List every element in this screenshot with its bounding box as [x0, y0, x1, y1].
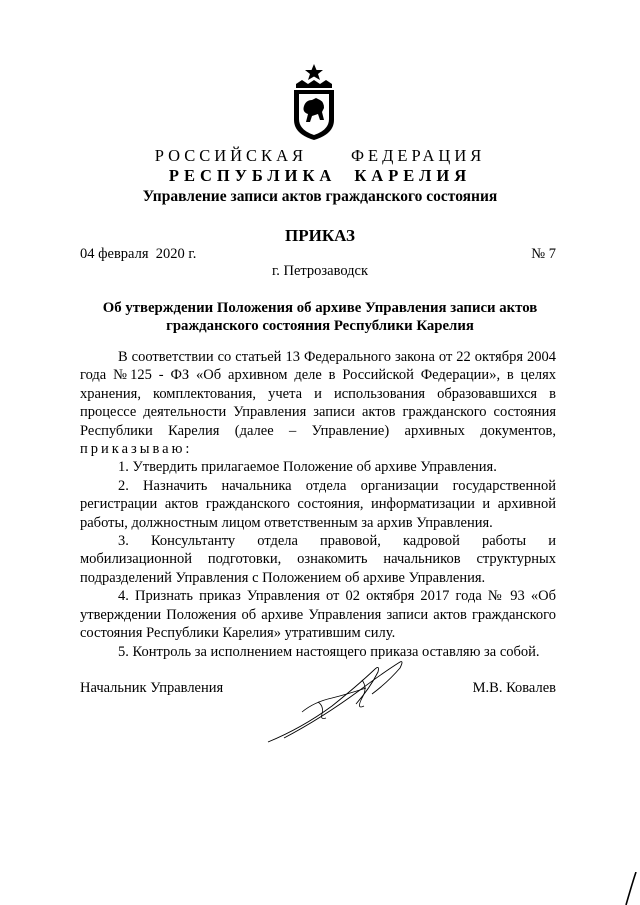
order-body — [80, 348, 556, 661]
scan-edge-mark — [620, 872, 640, 905]
header-agency: Управление записи актов гражданского состояния — [142, 188, 498, 205]
body-intro-text: В соответствии со статьей 13 Федерального закона от 22 октября 2004 года №125 - ФЗ «Об архивном деле в Российской Федерации», в целях хранения, комплектования, учета и использования образовавшихся в процессе деятельности Управления записи актов гражданского состояния Республики Карелия (далее – Управление) архивных документов, — [80, 349, 556, 439]
body-item-1: 1. Утвердить прилагаемое Положение об архиве Управления. — [118, 459, 497, 476]
decree-word: приказываю: — [80, 441, 193, 458]
order-title: ПРИКАЗ — [285, 226, 355, 245]
body-intro — [80, 348, 556, 458]
header-country-word2: ФЕДЕРАЦИЯ — [351, 146, 486, 165]
signatory-name: М.В. Ковалев — [472, 680, 556, 696]
body-item-2: 2. Назначить начальника отдела организации государственной регистрации актов гражданского состояния, информатизации и архивной работы, должностным лицом ответственным за архив Управления. — [80, 477, 556, 531]
header-republic-word1: РЕСПУБЛИКА — [168, 166, 337, 185]
body-item-5: 5. Контроль за исполнением настоящего приказа оставляю за собой. — [118, 643, 540, 660]
handwritten-signature-icon — [262, 658, 412, 746]
signatory-role: Начальник Управления — [80, 680, 224, 696]
header-country — [78, 146, 562, 166]
header-republic-word2: КАРЕЛИЯ — [354, 166, 472, 185]
order-city: г. Петрозаводск — [271, 263, 369, 279]
body-item-3: 3. Консультанту отдела правовой, кадровой работы и мобилизационной подготовки, ознакомить начальников структурных подразделений Управления с Положением об архиве Управления. — [80, 533, 556, 586]
order-subject: Об утверждении Положения об архиве Управления записи актов гражданского состояния Республики Карелия — [102, 300, 538, 334]
order-date: 04 февраля 2020 г. — [80, 246, 197, 262]
header-country-word1: РОССИЙСКАЯ — [154, 146, 307, 165]
karelia-coat-of-arms-icon — [290, 62, 338, 142]
header-republic — [78, 166, 562, 186]
body-item-4: 4. Признать приказ Управления от 02 октября 2017 года № 93 «Об утверждении Положения об архиве Управления записи актов гражданского состояния Республики Карелия» утратившим силу. — [80, 588, 556, 642]
order-number: № 7 — [531, 246, 556, 262]
